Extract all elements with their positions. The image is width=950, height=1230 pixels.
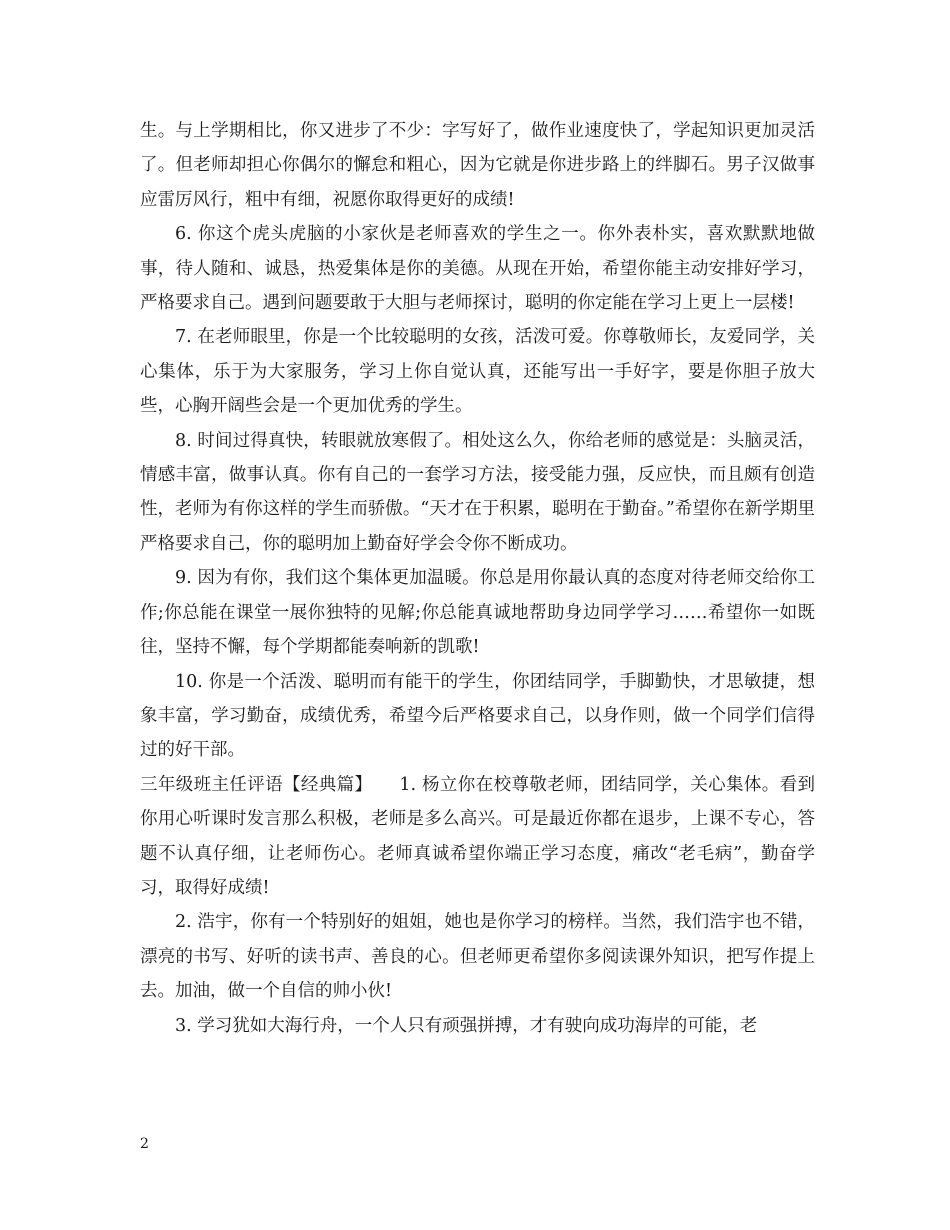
paragraph-item-10: 10. 你是一个活泼、聪明而有能干的学生，你团结同学，手脚勤快，才思敏捷，想象丰富，学习勤奋，成绩优秀，希望今后严格要求自己，以身作则，做一个同学们信得过的好干部。 <box>140 671 815 761</box>
paragraph-item-6: 6. 你这个虎头虎脑的小家伙是老师喜欢的学生之一。你外表朴实，喜欢默默地做事，待人随和、诚恳，热爱集体是你的美德。从现在开始，希望你能主动安排好学习，严格要求自己。遇到问题要敢于大胆与老师探讨，聪明的你定能在学习上更上一层楼! <box>140 224 815 314</box>
paragraph-item-8: 8. 时间过得真快，转眼就放寒假了。相处这么久，你给老师的感觉是：头脑灵活，情感丰富，做事认真。你有自己的一套学习方法，接受能力强，反应快，而且颇有创造性，老师为有你这样的学生而骄傲。“天才在于积累，聪明在于勤奋。”希望你在新学期里严格要求自己，你的聪明加上勤奋好学会令你不断成功。 <box>140 430 815 554</box>
paragraph-classic-section-1: 三年级班主任评语【经典篇】 1. 杨立你在校尊敬老师，团结同学，关心集体。看到你用心听课时发言那么积极，老师是多么高兴。可是最近你都在退步，上课不专心，答题不认真仔细，让老师伤心。老师真诚希望你端正学习态度，痛改“老毛病”，勤奋学习，取得好成绩! <box>140 774 815 898</box>
document-body <box>140 114 815 1043</box>
page-number: 2 <box>140 1136 149 1152</box>
paragraph-item-9: 9. 因为有你，我们这个集体更加温暖。你总是用你最认真的态度对待老师交给你工作;你总能在课堂一展你独特的见解;你总能真诚地帮助身边同学学习……希望你一如既往，坚持不懈，每个学期都能奏响新的凯歌! <box>140 568 815 658</box>
paragraph-classic-item-2: 2. 浩宇，你有一个特别好的姐姐，她也是你学习的榜样。当然，我们浩宇也不错，漂亮的书写、好听的读书声、善良的心。但老师更希望你多阅读课外知识，把写作提上去。加油，做一个自信的帅小伙! <box>140 912 815 1002</box>
paragraph-classic-item-3: 3. 学习犹如大海行舟，一个人只有顽强拼搏，才有驶向成功海岸的可能，老 <box>175 1015 758 1036</box>
paragraph-item-7: 7. 在老师眼里，你是一个比较聪明的女孩，活泼可爱。你尊敬师长，友爱同学，关心集体，乐于为大家服务，学习上你自觉认真，还能写出一手好字，要是你胆子放大些，心胸开阔些会是一个更加优秀的学生。 <box>140 327 815 417</box>
paragraph-continued: 生。与上学期相比，你又进步了不少：字写好了，做作业速度快了，学起知识更加灵活了。但老师却担心你偶尔的懈怠和粗心，因为它就是你进步路上的绊脚石。男子汉做事应雷厉风行，粗中有细，祝愿你取得更好的成绩! <box>140 121 815 210</box>
